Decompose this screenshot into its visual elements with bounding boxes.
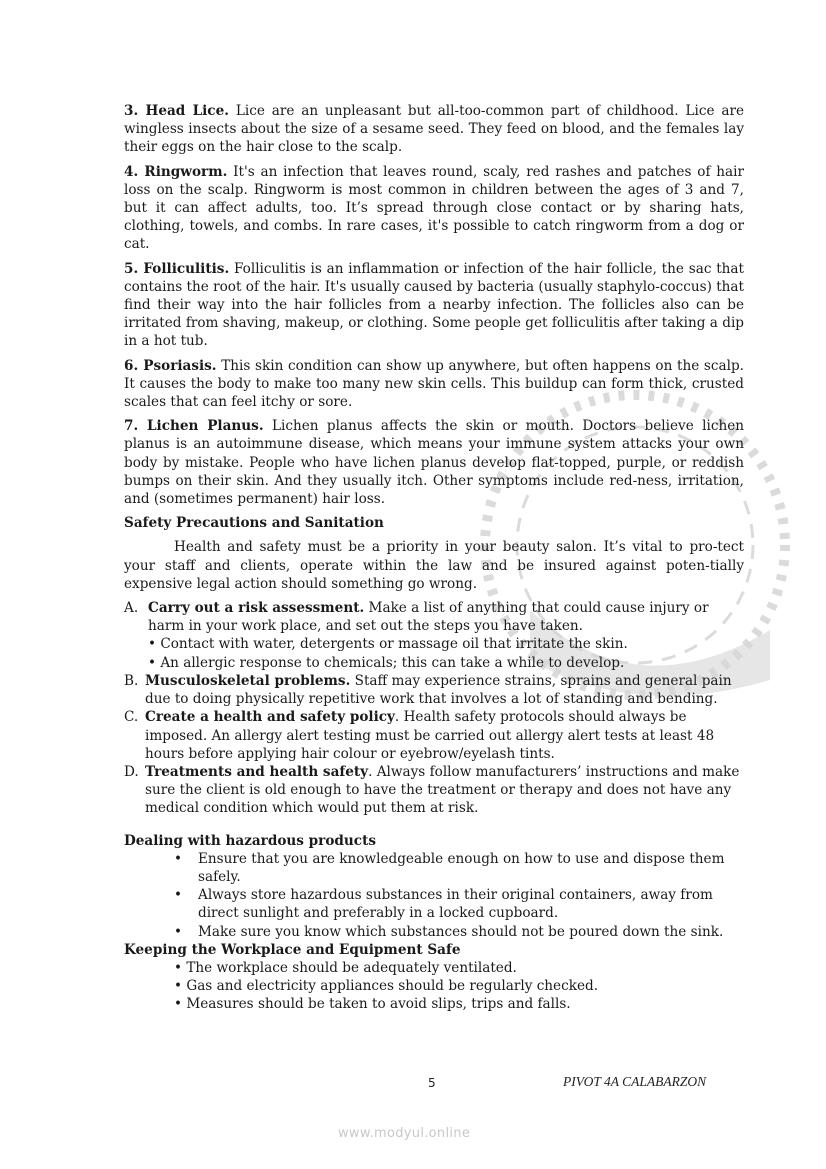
document-page <box>124 102 744 1014</box>
condition-lichen-planus <box>124 417 744 508</box>
bullet-icon: • <box>174 850 183 867</box>
item-letter: B. <box>124 672 139 689</box>
publisher-footer: PIVOT 4A CALABARZON <box>563 1074 707 1089</box>
bullet-icon: • <box>174 923 183 940</box>
condition-psoriasis <box>124 357 744 412</box>
workplace-item: • Measures should be taken to avoid slips, trips and falls. <box>174 996 571 1013</box>
condition-text: This skin condition can show up anywhere, but often happens on the scalp. It causes the body to make too many new skin cells. This buildup can form thick, crusted scales that can feel itchy or sore. <box>124 357 744 411</box>
condition-label: 3. Head Lice. <box>124 103 229 119</box>
condition-head-lice <box>124 102 744 157</box>
safety-item-d <box>124 763 744 818</box>
hazardous-heading: Dealing with hazardous products <box>124 832 377 849</box>
hazardous-item-text: Make sure you know which substances should not be poured down the sink. <box>198 923 724 940</box>
hazardous-list <box>124 850 744 941</box>
hazardous-item <box>124 886 744 922</box>
condition-text: Folliculitis is an inflammation or infection of the hair follicle, the sac that contains the root of the hair. It's usually caused by bacteria (usually staphylo-coccus) that find their way into the hair follicles from a nearby infection. The follicles also can be irritated from shaving, makeup, or clothing. Some people get folliculitis after taking a dip in a hot tub. <box>124 260 745 350</box>
item-label: Carry out a risk assessment. <box>148 600 365 617</box>
hazardous-item-text: Always store hazardous substances in their original containers, away from direct sunlight and preferably in a locked cupboard. <box>198 887 713 922</box>
safety-list <box>124 599 744 817</box>
condition-folliculitis <box>124 260 744 351</box>
item-letter: D. <box>124 763 139 780</box>
risk-example: • Contact with water, detergents or massage oil that irritate the skin. <box>148 636 628 653</box>
safety-heading: Safety Precautions and Sanitation <box>124 515 384 532</box>
safety-item-b <box>124 672 744 708</box>
hazardous-item <box>124 923 744 941</box>
item-label: Create a health and safety policy <box>145 709 395 726</box>
page-number: 5 <box>428 1076 436 1090</box>
hazardous-item-text: Ensure that you are knowledgeable enough on how to use and dispose them safely. <box>198 850 725 885</box>
workplace-list <box>124 959 744 1014</box>
item-text: . Health safety protocols should always be imposed. An allergy alert testing must be carried out allergy alert tests at least 48 hours before applying hair colour or eyebrow/eyelash tints. <box>145 709 715 762</box>
risk-examples <box>148 635 744 671</box>
condition-text: Lichen planus affects the skin or mouth. Doctors believe lichen planus is an autoimmune disease, which means your immune system attacks your own body by mistake. People who have lichen planus develop flat-topped, purple, or reddish bumps on their skin. And they usually itch. Other symptoms include red-ness, irritation, and (sometimes permanent) hair loss. <box>124 418 744 508</box>
website-watermark: www.modyul.online <box>338 1126 471 1141</box>
condition-label: 6. Psoriasis. <box>124 357 217 374</box>
item-label: Treatments and health safety <box>145 763 369 780</box>
item-text: Staff may experience strains, sprains and general pain due to doing physically repetitive work that involves a lot of standing and bending. <box>145 672 732 708</box>
spacer <box>124 818 744 832</box>
item-text: Make a list of anything that could cause injury or harm in your work place, and set out the steps you have taken. <box>148 600 709 635</box>
workplace-item: • Gas and electricity appliances should be regularly checked. <box>174 978 599 995</box>
hazardous-item <box>124 850 744 886</box>
condition-label: 5. Folliculitis. <box>124 260 230 277</box>
item-text: . Always follow manufacturers’ instructions and make sure the client is old enough to have the treatment or therapy and does not have any medical condition which would put them at risk. <box>145 763 740 817</box>
risk-example: • An allergic response to chemicals; this can take a while to develop. <box>148 654 625 671</box>
condition-text: Lice are an unpleasant but all-too-common part of childhood. Lice are wingless insects about the size of a sesame seed. They feed on blood, and the females lay their eggs on the hair close to the scalp. <box>124 103 745 156</box>
bullet-icon: • <box>174 887 183 904</box>
safety-intro: Health and safety must be a priority in your beauty salon. It’s vital to pro-tect your staff and clients, operate within the law and be insured against poten-tially expensive legal action should something go wrong. <box>124 539 744 592</box>
condition-ringworm <box>124 163 744 254</box>
item-letter: A. <box>124 600 139 617</box>
workplace-item: • The workplace should be adequately ventilated. <box>174 959 517 976</box>
item-letter: C. <box>124 709 139 726</box>
condition-label: 7. Lichen Planus. <box>124 418 264 435</box>
item-label: Musculoskeletal problems. <box>145 672 351 689</box>
workplace-heading: Keeping the Workplace and Equipment Safe <box>124 941 461 958</box>
condition-text: It's an infection that leaves round, scaly, red rashes and patches of hair loss on the scalp. Ringworm is most common in children between the ages of 3 and 7, but it can affect adults, too. It’s spread through close contact or by sharing hats, clothing, towels, and combs. In rare cases, it's possible to catch ringworm from a dog or cat. <box>124 163 744 253</box>
condition-label: 4. Ringworm. <box>124 163 228 180</box>
safety-item-c <box>124 708 744 763</box>
safety-item-a <box>124 599 744 672</box>
